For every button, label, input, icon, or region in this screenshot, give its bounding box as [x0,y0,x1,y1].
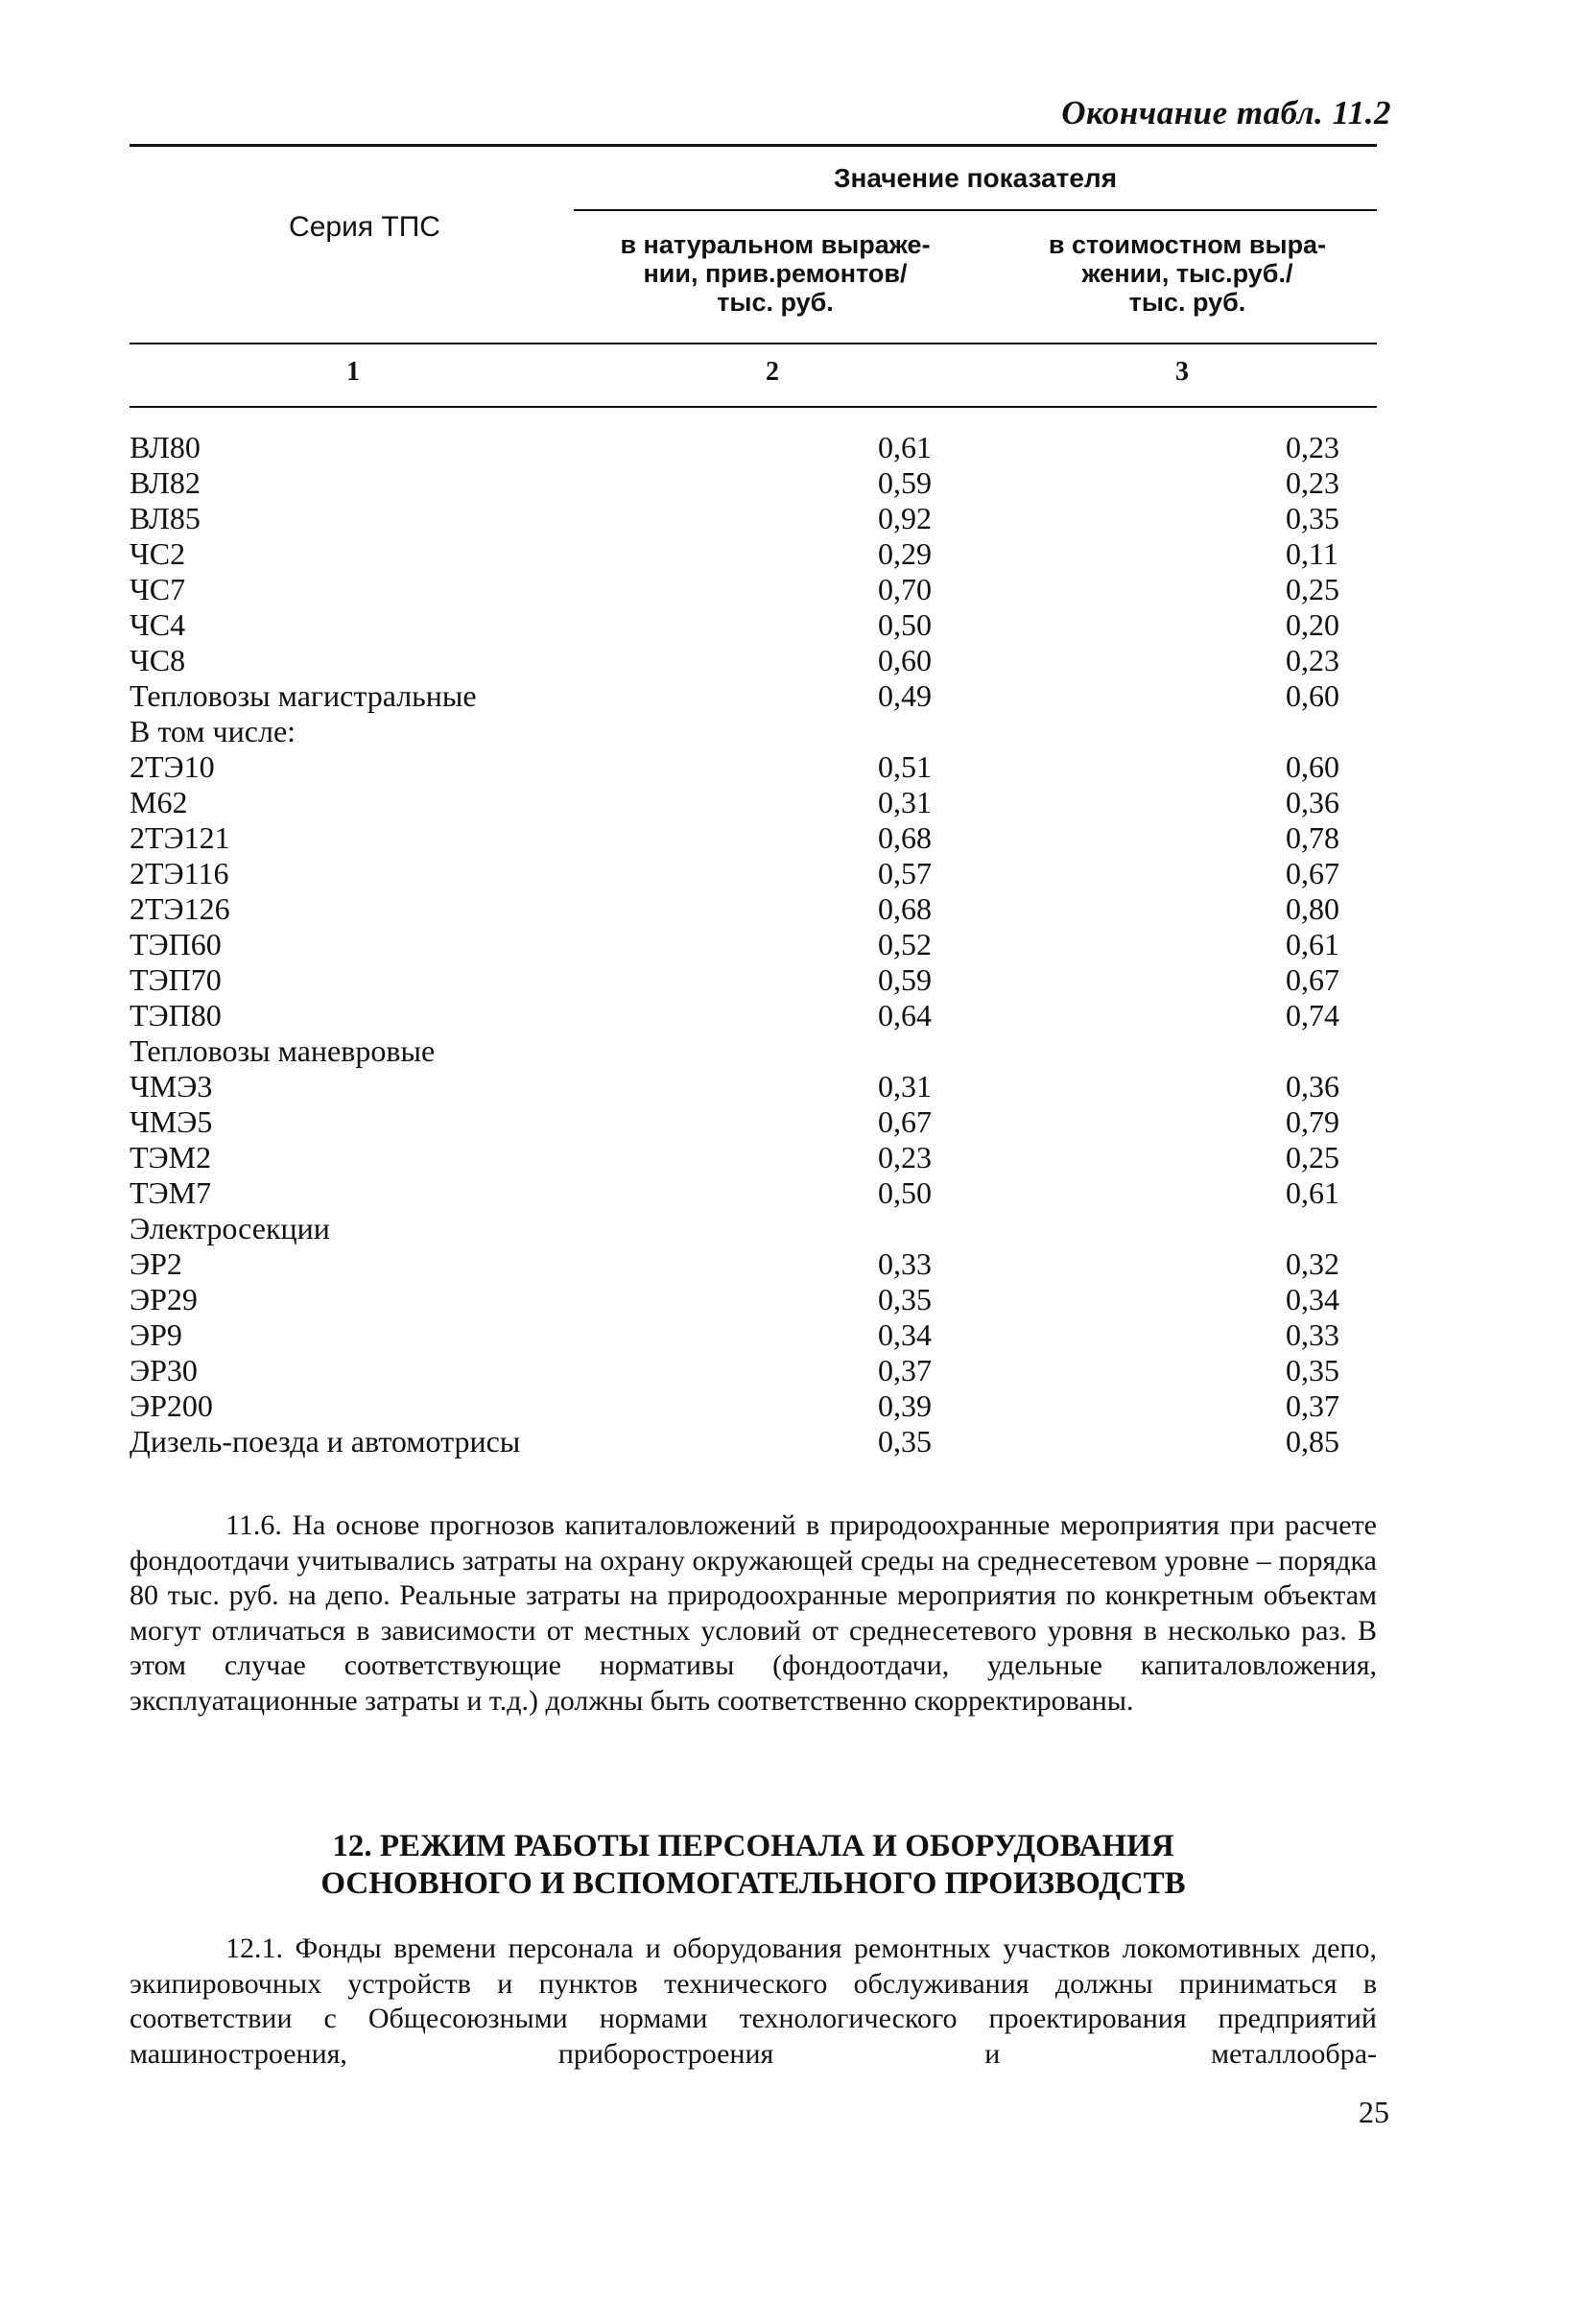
row-series-name: ТЭМ7 [130,1175,212,1210]
row-natural-value: 0,70 [878,572,932,606]
table-row [130,856,1377,891]
row-series-name: ЭР30 [130,1353,198,1387]
table-row [130,1246,1377,1282]
row-natural-value: 0,31 [878,785,932,819]
table-row [130,891,1377,927]
row-series-name: ТЭП60 [130,927,222,961]
row-cost-value: 0,11 [1286,536,1338,571]
row-cost-value: 0,78 [1286,820,1339,855]
row-cost-value: 0,79 [1286,1104,1339,1139]
row-natural-value: 0,68 [878,820,932,855]
row-series-name: ВЛ85 [130,501,201,535]
row-cost-value: 0,23 [1286,465,1339,500]
section-heading-line2: ОСНОВНОГО И ВСПОМОГАТЕЛЬНОГО ПРОИЗВОДСТВ [320,1866,1186,1901]
header-group: Значение показателя [833,163,1118,193]
table-body [130,430,1377,1459]
table-row [130,820,1377,856]
row-cost-value: 0,85 [1286,1424,1339,1458]
table-row [130,572,1377,607]
page-number: 25 [1359,2095,1389,2129]
row-series-name: ЧС4 [130,607,186,642]
row-natural-value: 0,92 [878,501,932,535]
row-series-name: ЭР2 [130,1246,182,1281]
row-cost-value: 0,34 [1286,1282,1339,1316]
row-natural-value: 0,35 [878,1282,932,1316]
table-row [130,1175,1377,1211]
row-natural-value: 0,34 [878,1317,932,1352]
table-row [130,607,1377,643]
row-series-name: М62 [130,785,188,819]
row-natural-value: 0,51 [878,749,932,784]
row-cost-value: 0,80 [1286,891,1339,926]
row-series-name: Электросекции [130,1211,330,1245]
row-series-name: ЧМЭ5 [130,1104,213,1139]
row-natural-value: 0,64 [878,998,932,1032]
table-row [130,998,1377,1033]
table-row [130,1211,1377,1246]
row-cost-value: 0,60 [1286,678,1339,713]
header-col2-line3: тыс. руб. [717,288,834,317]
table-row [130,501,1377,536]
table-row [130,430,1377,465]
row-natural-value: 0,59 [878,465,932,500]
header-col3-line1: в стоимостном выра- [1048,230,1327,259]
table-row [130,962,1377,998]
header-bottom-rule [130,343,1377,344]
row-series-name: ВЛ82 [130,465,201,500]
row-cost-value: 0,67 [1286,856,1339,890]
row-natural-value: 0,31 [878,1069,932,1103]
row-cost-value: 0,36 [1286,785,1339,819]
header-col3-line3: тыс. руб. [1128,288,1246,317]
table-caption: Окончание табл. 11.2 [1061,94,1391,131]
table-row [130,536,1377,572]
paragraph-12-1: 12.1. Фонды времени персонала и оборудования ремонтных участков локомотивных депо, экипировочных устройств и пунктов технического обслуживания должны приниматься в соответствии с Общесоюзными нормами технологического проектирования предприятий машиностроения, приборостроения и металлообра- [130,1933,1377,2070]
row-series-name: ТЭМ2 [130,1140,212,1174]
group-header-rule [574,209,1377,211]
table-row [130,465,1377,501]
row-natural-value: 0,35 [878,1424,932,1458]
table-row [130,1424,1377,1459]
row-natural-value: 0,49 [878,678,932,713]
table-row [130,1282,1377,1317]
table-row [130,1104,1377,1140]
row-cost-value: 0,61 [1286,927,1339,961]
row-natural-value: 0,50 [878,1175,932,1210]
row-cost-value: 0,32 [1286,1246,1339,1281]
section-heading-line1: 12. РЕЖИМ РАБОТЫ ПЕРСОНАЛА И ОБОРУДОВАНИЯ [332,1829,1174,1863]
column-number-1: 1 [346,357,360,387]
row-natural-value: 0,39 [878,1388,932,1423]
header-col1: Серия ТПС [289,211,440,243]
row-series-name: ЭР9 [130,1317,182,1352]
row-cost-value: 0,61 [1286,1175,1339,1210]
table-row [130,927,1377,962]
table-row [130,1033,1377,1069]
row-cost-value: 0,23 [1286,643,1339,677]
row-series-name: ЭР29 [130,1282,198,1316]
row-natural-value: 0,37 [878,1353,932,1387]
row-series-name: ТЭП70 [130,962,222,997]
row-natural-value: 0,60 [878,643,932,677]
row-series-name: ЧС8 [130,643,186,677]
row-cost-value: 0,25 [1286,1140,1339,1174]
row-series-name: Тепловозы маневровые [130,1033,436,1068]
row-series-name: ЭР200 [130,1388,213,1423]
header-col2-line1: в натуральном выраже- [620,230,931,259]
row-natural-value: 0,57 [878,856,932,890]
table-row [130,714,1377,749]
table-row [130,749,1377,785]
row-natural-value: 0,61 [878,430,932,464]
row-cost-value: 0,33 [1286,1317,1339,1352]
row-natural-value: 0,59 [878,962,932,997]
table-row [130,678,1377,714]
column-number-3: 3 [1175,357,1189,387]
column-number-2: 2 [766,357,779,387]
table-row [130,643,1377,678]
row-natural-value: 0,67 [878,1104,932,1139]
row-cost-value: 0,67 [1286,962,1339,997]
row-series-name: ВЛ80 [130,430,201,464]
row-natural-value: 0,23 [878,1140,932,1174]
row-series-name: 2ТЭ121 [130,820,230,855]
row-series-name: ЧС7 [130,572,186,606]
table-row [130,1388,1377,1424]
row-series-name: ЧМЭ3 [130,1069,213,1103]
row-series-name: ЧС2 [130,536,186,571]
header-col2-line2: нии, прив.ремонтов/ [643,259,908,288]
row-series-name: В том числе: [130,714,296,748]
header-col3-line2: жении, тыс.руб./ [1081,259,1293,288]
table-row [130,1069,1377,1104]
header-col3 [998,230,1377,317]
paragraph-11-6: 11.6. На основе прогнозов капиталовложений в природоохранные мероприятия при расчете фондоотдачи учитывались затраты на охрану окружающей среды на среднесетевом уровне – порядка 80 тыс. руб. на депо. Реальные затраты на природоохранные мероприятия по конкретным объектам могут отличаться в зависимости от местных условий от среднесетевого уровня в несколько раз. В этом случае соответствующие нормативы (фондоотдачи, удельные капиталовложения, эксплуатационные затраты и т.д.) должны быть соответственно скорректированы. [130,1509,1377,1717]
row-natural-value: 0,33 [878,1246,932,1281]
row-cost-value: 0,35 [1286,501,1339,535]
row-cost-value: 0,36 [1286,1069,1339,1103]
row-natural-value: 0,52 [878,927,932,961]
row-series-name: Тепловозы магистральные [130,678,477,713]
row-natural-value: 0,68 [878,891,932,926]
column-numbers-rule [130,406,1377,408]
table-row [130,1140,1377,1175]
row-series-name: 2ТЭ10 [130,749,215,784]
table-row [130,1353,1377,1388]
table-row [130,1317,1377,1353]
row-cost-value: 0,23 [1286,430,1339,464]
row-natural-value: 0,29 [878,536,932,571]
row-cost-value: 0,60 [1286,749,1339,784]
header-col2 [574,230,977,317]
row-natural-value: 0,50 [878,607,932,642]
row-series-name: Дизель-поезда и автомотрисы [130,1424,521,1458]
row-cost-value: 0,37 [1286,1388,1339,1423]
row-cost-value: 0,35 [1286,1353,1339,1387]
section-heading [130,1828,1377,1903]
table-top-rule [130,144,1377,147]
row-series-name: 2ТЭ116 [130,856,229,890]
row-cost-value: 0,25 [1286,572,1339,606]
row-series-name: 2ТЭ126 [130,891,230,926]
row-cost-value: 0,20 [1286,607,1339,642]
table-row [130,785,1377,820]
row-series-name: ТЭП80 [130,998,222,1032]
row-cost-value: 0,74 [1286,998,1339,1032]
